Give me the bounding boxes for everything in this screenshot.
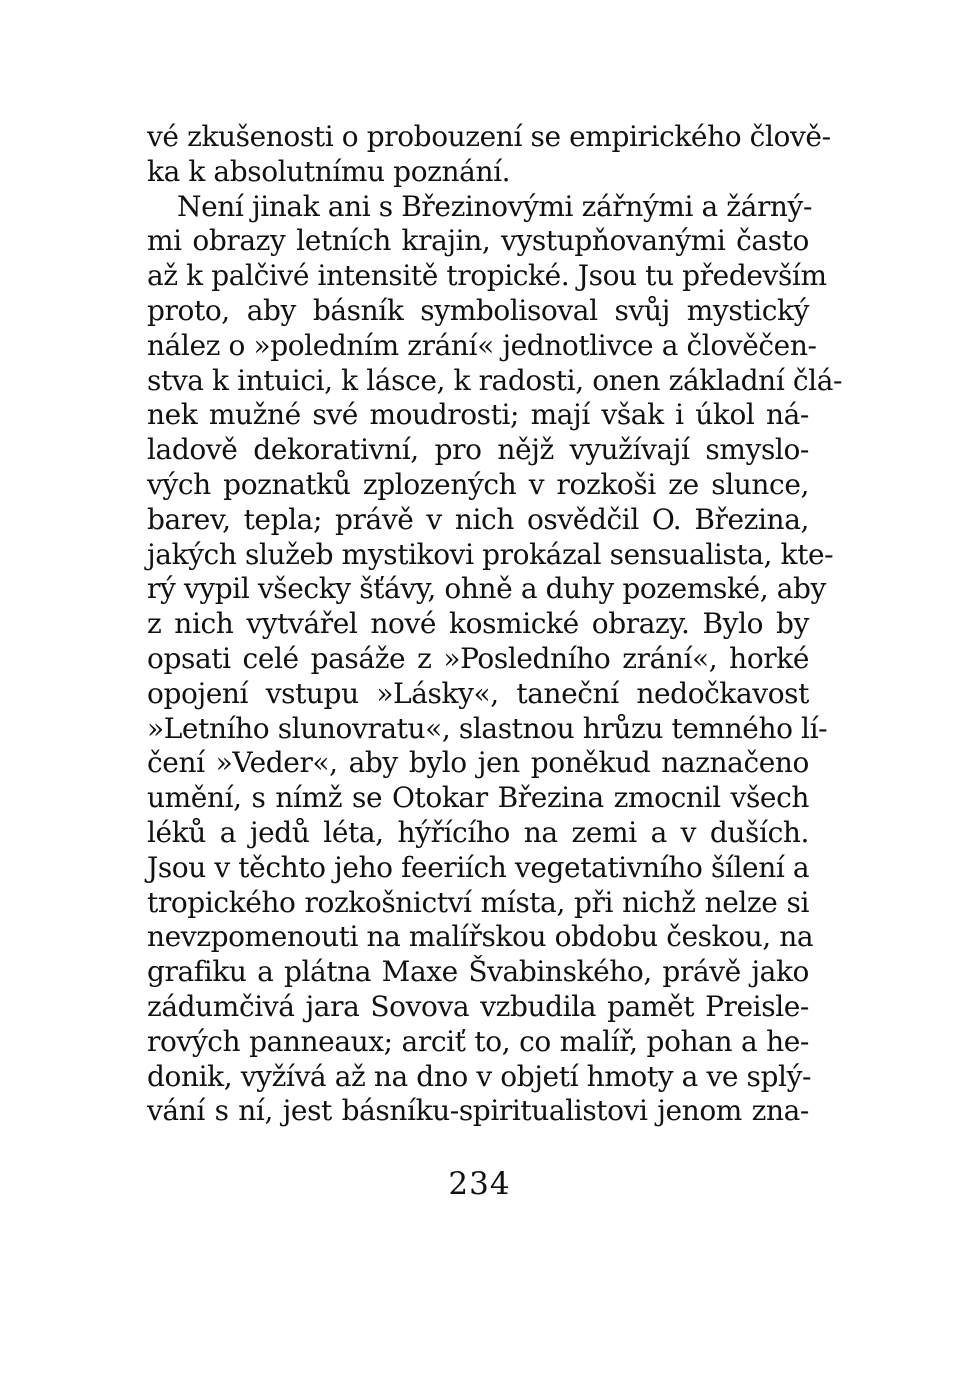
text-line: z nich vytvářel nové kosmické obrazy. Bylo by [147, 607, 809, 641]
page-number: 234 [448, 1166, 511, 1202]
text-line: Není jinak ani s Březinovými zářnými a žárný- [177, 189, 813, 223]
text-line: léků a jedů léta, hýřícího na zemi a v duších. [147, 815, 809, 849]
text-line: opsati celé pasáže z »Posledního zrání«, horké [147, 641, 809, 675]
text-line: mi obrazy letních krajin, vystupňovanými často [147, 224, 809, 258]
text-line: ka k absolutnímu poznání. [147, 154, 511, 188]
text-line: vých poznatků zplozených v rozkoši ze slunce, [147, 467, 809, 501]
text-line: vé zkušenosti o probouzení se empirického člově- [147, 120, 831, 153]
text-line: tropického rozkošnictví místa, při nichž nelze si [147, 885, 809, 919]
text-line: umění, s nímž se Otokar Březina zmocnil všech [147, 781, 809, 815]
text-line: donik, vyžívá až na dno v objetí hmoty a ve splý- [147, 1059, 812, 1093]
text-line: opojení vstupu »Lásky«, taneční nedočkavost [147, 676, 809, 710]
text-line: jakých služeb mystikovi prokázal sensualista, kte- [147, 537, 834, 571]
text-line: Jsou v těchto jeho feeriích vegetativního šílení a [147, 850, 810, 884]
text-line: nevzpomenouti na malířskou obdobu českou, na [147, 920, 814, 954]
text-line: nález o »poledním zrání« jednotlivce a člověčen- [147, 328, 817, 362]
text-line: vání s ní, jest básníku-spiritualistovi jenom zna- [147, 1094, 809, 1128]
text-line: ladově dekorativní, pro nějž využívají smyslo- [147, 433, 809, 467]
text-line: barev, tepla; právě v nich osvědčil O. Březina, [147, 502, 809, 536]
text-line: stva k intuici, k lásce, k radosti, onen základní člá- [147, 363, 843, 397]
text-line: čení »Veder«, aby bylo jen poněkud naznačeno [147, 746, 809, 780]
text-line: proto, aby básník symbolisoval svůj mystický [147, 293, 809, 327]
text-line: nek mužné své moudrosti; mají však i úkol ná- [147, 398, 809, 432]
page-body-text [147, 120, 843, 1129]
text-line: rových panneaux; arciť to, co malíř, pohan a he- [147, 1024, 809, 1058]
text-line: »Letního slunovratu«, slastnou hrůzu temného lí- [147, 711, 828, 745]
text-line: grafiku a plátna Maxe Švabinského, právě jako [147, 955, 809, 989]
text-line: zádumčivá jara Sovova vzbudila pamět Preisle- [147, 989, 809, 1023]
text-line: až k palčivé intensitě tropické. Jsou tu především [147, 259, 827, 293]
text-line: rý vypil všecky šťávy, ohně a duhy pozemské, aby [147, 572, 826, 606]
